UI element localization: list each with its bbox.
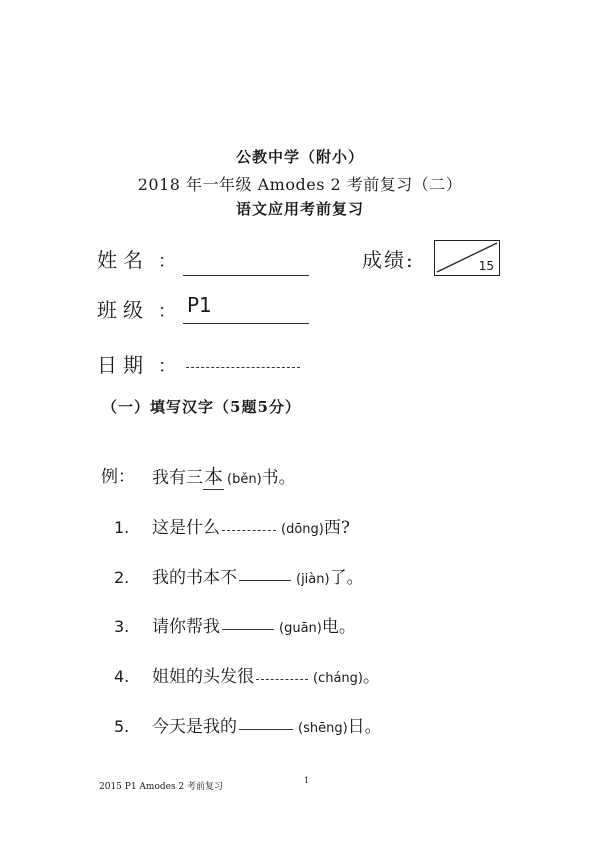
question-after: 。	[363, 667, 380, 687]
example-after: 书。	[261, 468, 296, 488]
question-before: 我的书本不	[152, 568, 237, 588]
question-row	[114, 662, 380, 687]
name-field[interactable]	[183, 275, 309, 276]
class-label: 班级	[97, 298, 149, 322]
answer-blank[interactable]	[222, 628, 274, 630]
question-pinyin: (dōng)	[281, 522, 324, 537]
example-answer: 本	[203, 462, 224, 490]
question-after: 西?	[323, 518, 350, 538]
answer-blank[interactable]	[239, 579, 291, 581]
name-colon: ：	[158, 251, 176, 272]
answer-blank[interactable]	[222, 529, 276, 531]
question-after: 电。	[321, 617, 356, 637]
question-after: 日。	[347, 717, 382, 737]
question-before: 这是什么	[152, 518, 220, 538]
class-field[interactable]	[183, 323, 309, 324]
class-colon: ：	[158, 301, 176, 322]
question-after: 了。	[329, 568, 364, 588]
question-number: 5.	[114, 717, 130, 736]
page-number: 1	[304, 776, 310, 785]
question-row	[114, 712, 382, 737]
example-before: 我有三	[152, 468, 203, 488]
example-pinyin: (běn)	[227, 472, 262, 487]
name-label: 姓名	[97, 248, 149, 272]
score-total: 15	[478, 259, 494, 273]
example-row	[152, 462, 296, 490]
score-box	[434, 240, 500, 276]
exam-title: 2018 年一年级 Amodes 2 考前复习（二）	[137, 175, 463, 194]
question-number: 2.	[114, 568, 130, 587]
footer-text: 2015 P1 Amodes 2 考前复习	[99, 782, 224, 792]
question-pinyin: (jiàn)	[296, 572, 330, 587]
date-label: 日期	[97, 353, 149, 377]
answer-blank[interactable]	[239, 728, 293, 730]
question-row	[114, 612, 356, 637]
school-name: 公教中学（附小）	[235, 148, 364, 166]
question-pinyin: (shēng)	[298, 721, 348, 736]
question-number: 3.	[114, 617, 130, 636]
question-before: 请你帮我	[152, 617, 220, 637]
question-number: 4.	[114, 667, 130, 686]
class-value[interactable]: P1	[187, 293, 212, 317]
section-title: （一）填写汉字（5题5分）	[102, 398, 301, 416]
question-number: 1.	[114, 518, 130, 537]
question-row	[114, 513, 350, 538]
example-label: 例：	[101, 467, 135, 487]
question-before: 今天是我的	[152, 717, 237, 737]
question-row	[114, 563, 364, 588]
date-field[interactable]	[186, 367, 300, 368]
score-label: 成绩:	[362, 248, 415, 272]
question-pinyin: (guān)	[279, 621, 322, 636]
subject-title: 语文应用考前复习	[235, 200, 364, 218]
question-pinyin: (cháng)	[313, 671, 363, 686]
answer-blank[interactable]	[256, 678, 308, 680]
question-before: 姐姐的头发很	[152, 667, 254, 687]
date-colon: ：	[158, 356, 176, 377]
